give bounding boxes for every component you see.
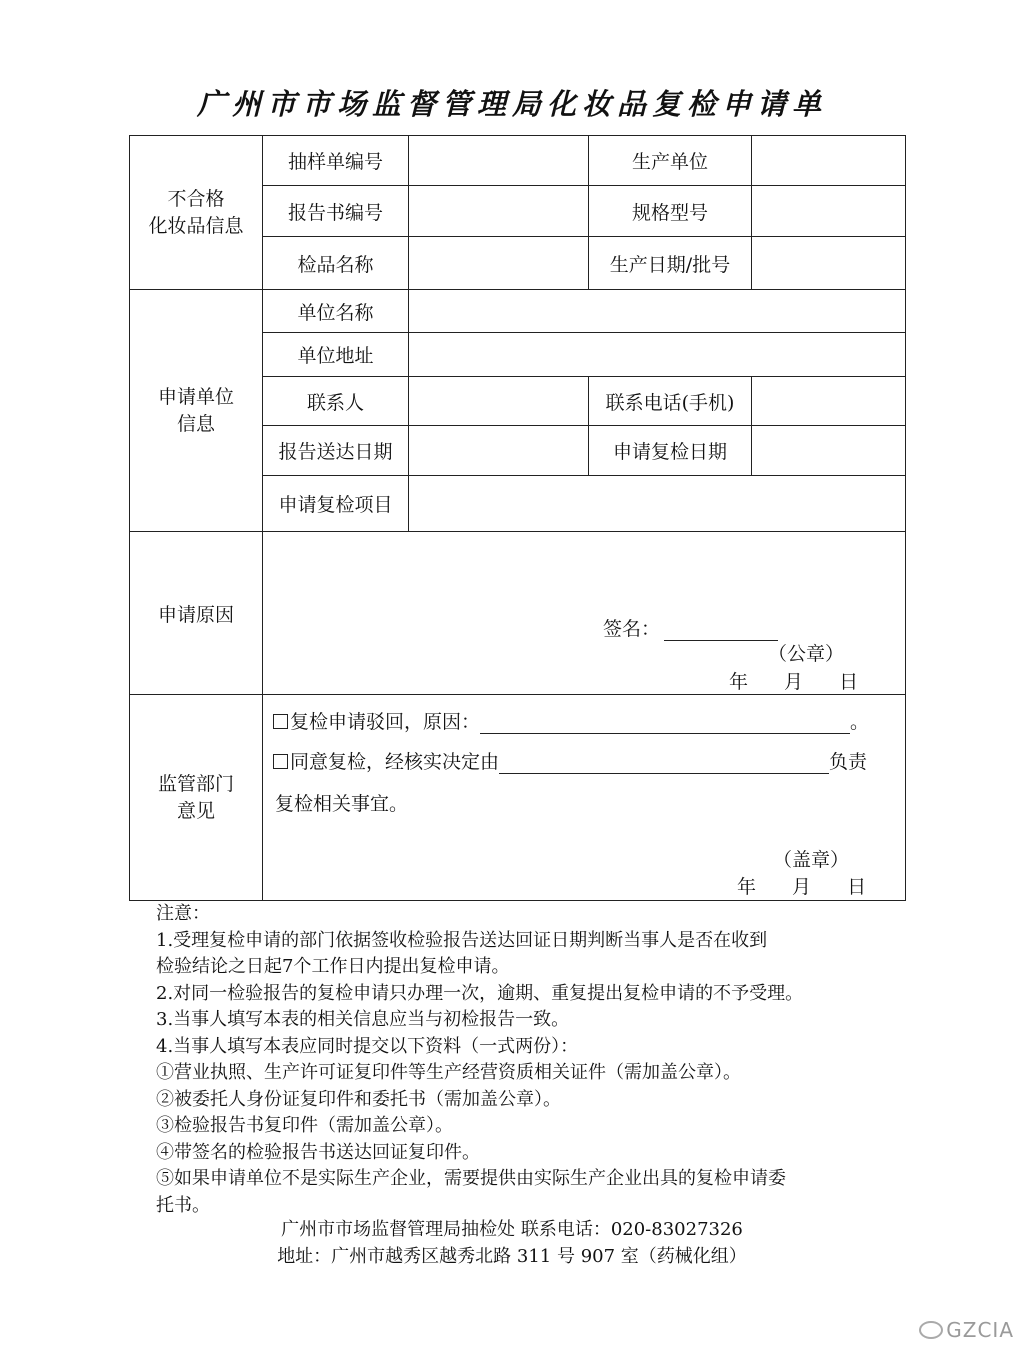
field-contact[interactable] — [409, 377, 589, 426]
reject-end: 。 — [850, 711, 870, 733]
field-spec[interactable] — [752, 186, 906, 237]
notes-block — [156, 901, 896, 1219]
label-unit-address: 单位地址 — [263, 333, 409, 377]
field-product-name[interactable] — [409, 237, 589, 290]
note-1b: 检验结论之日起7个工作日内提出复检申请。 — [156, 956, 510, 977]
approve-label: 同意复检，经核实决定由 — [290, 751, 500, 773]
notes-heading: 注意： — [156, 903, 210, 924]
field-producer[interactable] — [752, 136, 906, 186]
field-phone[interactable] — [752, 377, 906, 426]
reject-checkbox[interactable] — [273, 714, 288, 729]
label-phone: 联系电话(手机) — [589, 377, 752, 426]
form-title: 广州市市场监督管理局化妆品复检申请单 — [196, 87, 827, 121]
label-recheck-date: 申请复检日期 — [589, 426, 752, 476]
reject-reason-line[interactable] — [480, 713, 850, 734]
label-sample-no: 抽样单编号 — [263, 136, 409, 186]
reason-date: 年 月 日 — [729, 671, 859, 693]
section-label-applicant-line2: 信息 — [176, 412, 215, 435]
signature-label: 签名： — [603, 618, 661, 640]
official-seal-label: （公章） — [768, 643, 845, 665]
material-1: ①营业执照、生产许可证复印件等生产经营资质相关证件（需加盖公章）。 — [156, 1062, 741, 1083]
material-2: ②被委托人身份证复印件和委托书（需加盖公章）。 — [156, 1088, 561, 1110]
label-report-no: 报告书编号 — [263, 186, 409, 237]
section-label-opinion — [130, 695, 263, 901]
watermark — [919, 1318, 1014, 1342]
field-delivery-date[interactable] — [409, 426, 589, 476]
weibo-icon — [919, 1321, 943, 1339]
label-delivery-date: 报告送达日期 — [263, 426, 409, 476]
field-sample-no[interactable] — [409, 136, 589, 186]
label-batch: 生产日期/批号 — [589, 237, 752, 290]
section-label-opinion-line2: 意见 — [176, 799, 215, 822]
note-1a: 1.受理复检申请的部门依据签收检验报告送达回证日期判断当事人是否在收到 — [156, 929, 768, 951]
material-3: ③检验报告书复印件（需加盖公章）。 — [156, 1115, 453, 1136]
stamp-label: （盖章） — [773, 849, 850, 871]
approve-party-line[interactable] — [499, 753, 829, 774]
field-unit-address[interactable] — [409, 333, 906, 377]
label-spec: 规格型号 — [589, 186, 752, 237]
label-producer: 生产单位 — [589, 136, 752, 186]
field-recheck-date[interactable] — [752, 426, 906, 476]
approve-line2: 复检相关事宜。 — [275, 793, 409, 815]
label-recheck-items: 申请复检项目 — [263, 476, 409, 532]
section-label-opinion-line1: 监管部门 — [157, 772, 234, 795]
label-unit-name: 单位名称 — [263, 290, 409, 333]
signature-line[interactable] — [664, 620, 778, 641]
field-unit-name[interactable] — [409, 290, 906, 333]
note-2: 2.对同一检验报告的复检申请只办理一次，逾期、重复提出复检申请的不予受理。 — [156, 982, 804, 1004]
field-report-no[interactable] — [409, 186, 589, 237]
section-label-applicant-line1: 申请单位 — [157, 385, 234, 408]
watermark-text: GZCIA — [946, 1318, 1014, 1342]
opinion-date: 年 月 日 — [737, 876, 867, 898]
approve-checkbox[interactable] — [273, 754, 288, 769]
approve-option — [273, 747, 867, 774]
section-label-product-line1: 不合格 — [167, 187, 225, 210]
material-5a: ⑤如果申请单位不是实际生产企业，需要提供由实际生产企业出具的复检申请委 — [156, 1168, 786, 1189]
field-recheck-items[interactable] — [409, 476, 906, 532]
approve-end: 负责 — [829, 751, 868, 773]
reject-label: 复检申请驳回，原因： — [290, 711, 481, 733]
section-label-applicant — [130, 290, 263, 532]
footer-address: 地址：广州市越秀区越秀北路 311 号 907 室（药械化组） — [277, 1246, 747, 1267]
signature-area — [603, 614, 778, 641]
note-3: 3.当事人填写本表的相关信息应当与初检报告一致。 — [156, 1009, 570, 1030]
footer-contact: 广州市市场监督管理局抽检处 联系电话：020-83027326 — [281, 1219, 743, 1240]
section-label-reason: 申请原因 — [130, 532, 263, 695]
section-label-product-line2: 化妆品信息 — [148, 214, 244, 237]
label-product-name: 检品名称 — [263, 237, 409, 290]
field-batch[interactable] — [752, 237, 906, 290]
note-4: 4.当事人填写本表应同时提交以下资料（一式两份）： — [156, 1035, 579, 1057]
material-5b: 托书。 — [156, 1194, 210, 1216]
reject-option — [273, 707, 869, 734]
application-form-table — [129, 135, 906, 901]
field-reason[interactable] — [263, 532, 906, 695]
material-4: ④带签名的检验报告书送达回证复印件。 — [156, 1141, 480, 1163]
label-contact: 联系人 — [263, 377, 409, 426]
section-label-product — [130, 136, 263, 290]
opinion-cell — [263, 695, 906, 901]
